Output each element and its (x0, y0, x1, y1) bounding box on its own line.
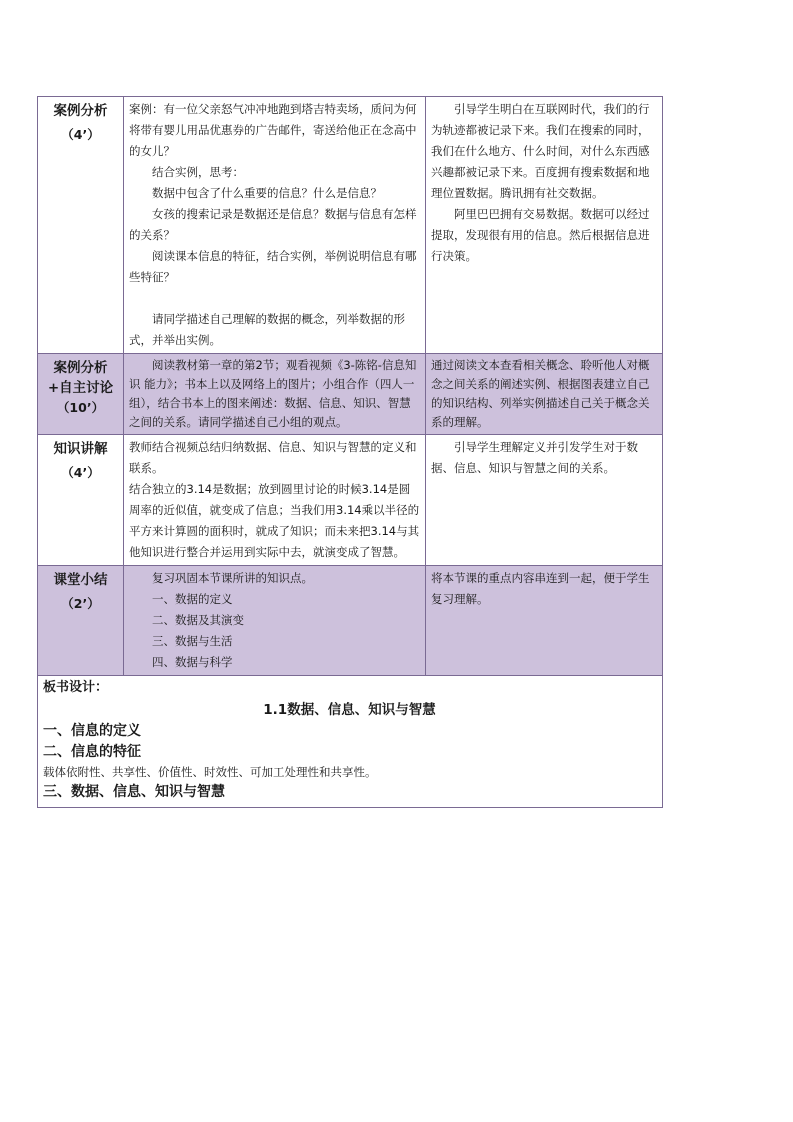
notes-paragraph: 引导学生理解定义并引发学生对于数据、信息、知识与智慧之间的关系。 (431, 440, 638, 475)
notes-paragraph: 阿里巴巴拥有交易数据。数据可以经过提取，发现很有用的信息。然后根据信息进行决策。 (431, 207, 650, 263)
activity-paragraph: 阅读课本信息的特征，结合实例，举例说明信息有哪些特征？ (129, 249, 417, 284)
notes-paragraph: 通过阅读文本查看相关概念、聆听他人对概念之间关系的阐述实例、根据图表建立自己的知识结构、列举实例描述自己关于概念关系的理解。 (431, 358, 650, 429)
activity-paragraph: 三、数据与生活 (152, 634, 233, 648)
activity-paragraph: 结合实例，思考： (152, 165, 244, 179)
board-title: 1.1数据、信息、知识与智慧 (263, 702, 436, 718)
activity-paragraph: 教师结合视频总结归纳数据、信息、知识与智慧的定义和联系。 (129, 440, 417, 475)
activity-paragraph: 女孩的搜索记录是数据还是信息？数据与信息有怎样的关系？ (129, 207, 417, 242)
row-duration: （10’） (56, 400, 105, 415)
row-label (38, 566, 124, 676)
board-section: 一、信息的定义 (43, 723, 141, 739)
activity-paragraph: 请同学描述自己理解的数据的概念，列举数据的形式，并举出实例。 (129, 312, 405, 347)
activity-cell (124, 97, 426, 354)
activity-paragraph: 阅读教材第一章的第2节；观看视频《3-陈铭-信息知识 能力》；书本上以及网络上的图片；小组合作（四人一组），结合书本上的图来阐述：数据、信息、知识、智慧之间的关系。请同学描述自己小组的观点。 (129, 358, 417, 429)
notes-cell (426, 435, 663, 566)
board-section: 三、数据、信息、知识与智慧 (43, 784, 225, 800)
board-heading: 板书设计： (43, 680, 109, 695)
activity-cell (124, 566, 426, 676)
notes-paragraph: 将本节课的重点内容串连到一起，便于学生复习理解。 (431, 571, 650, 606)
row-title: 知识讲解 (53, 441, 108, 457)
notes-cell (426, 97, 663, 354)
board-section-detail: 载体依附性、共享性、价值性、时效性、可加工处理性和共享性。 (43, 765, 377, 779)
row-title: 课堂小结 (53, 572, 108, 588)
activity-paragraph: 复习巩固本节课所讲的知识点。 (152, 571, 313, 585)
board-section: 二、信息的特征 (43, 744, 141, 760)
activity-cell (124, 354, 426, 435)
row-label (38, 97, 124, 354)
row-label (38, 435, 124, 566)
activity-paragraph: 数据中包含了什么重要的信息？什么是信息？ (152, 186, 382, 200)
activity-paragraph: 一、数据的定义 (152, 592, 233, 606)
board-cell (38, 676, 663, 808)
row-board-design (38, 676, 663, 808)
row-label (38, 354, 124, 435)
row-duration: （4’） (61, 465, 100, 480)
row-duration: （2’） (61, 596, 100, 611)
notes-cell (426, 566, 663, 676)
activity-paragraph: 结合独立的3.14是数据；放到圆里讨论的时候3.14是圆周率的近似值，就变成了信息；当我们用3.14乘以半径的平方来计算圆的面积时，就成了知识；而未来把3.14与其他知识进行整合并运用到实际中去，就演变成了智慧。 (129, 482, 420, 559)
row-knowledge-lecture (38, 435, 663, 566)
activity-paragraph: 二、数据及其演变 (152, 613, 244, 627)
row-class-summary (38, 566, 663, 676)
row-case-discussion (38, 354, 663, 435)
lesson-plan-table (37, 96, 663, 808)
row-duration: （4’） (61, 127, 100, 142)
notes-paragraph: 引导学生明白在互联网时代，我们的行为轨迹都被记录下来。我们在搜索的同时，我们在什么地方、什么时间，对什么东西感兴趣都被记录下来。百度拥有搜索数据和地理位置数据。腾讯拥有社交数据。 (431, 102, 650, 200)
row-case-analysis (38, 97, 663, 354)
notes-cell (426, 354, 663, 435)
activity-paragraph: 案例：有一位父亲怒气冲冲地跑到塔吉特卖场，质问为何将带有婴儿用品优惠券的广告邮件，寄送给他正在念高中的女儿？ (129, 102, 417, 158)
row-title: 案例分析+自主讨论 (47, 360, 114, 396)
activity-paragraph: 四、数据与科学 (152, 655, 233, 669)
activity-paragraph (129, 288, 420, 309)
row-title: 案例分析 (53, 103, 108, 119)
activity-cell (124, 435, 426, 566)
